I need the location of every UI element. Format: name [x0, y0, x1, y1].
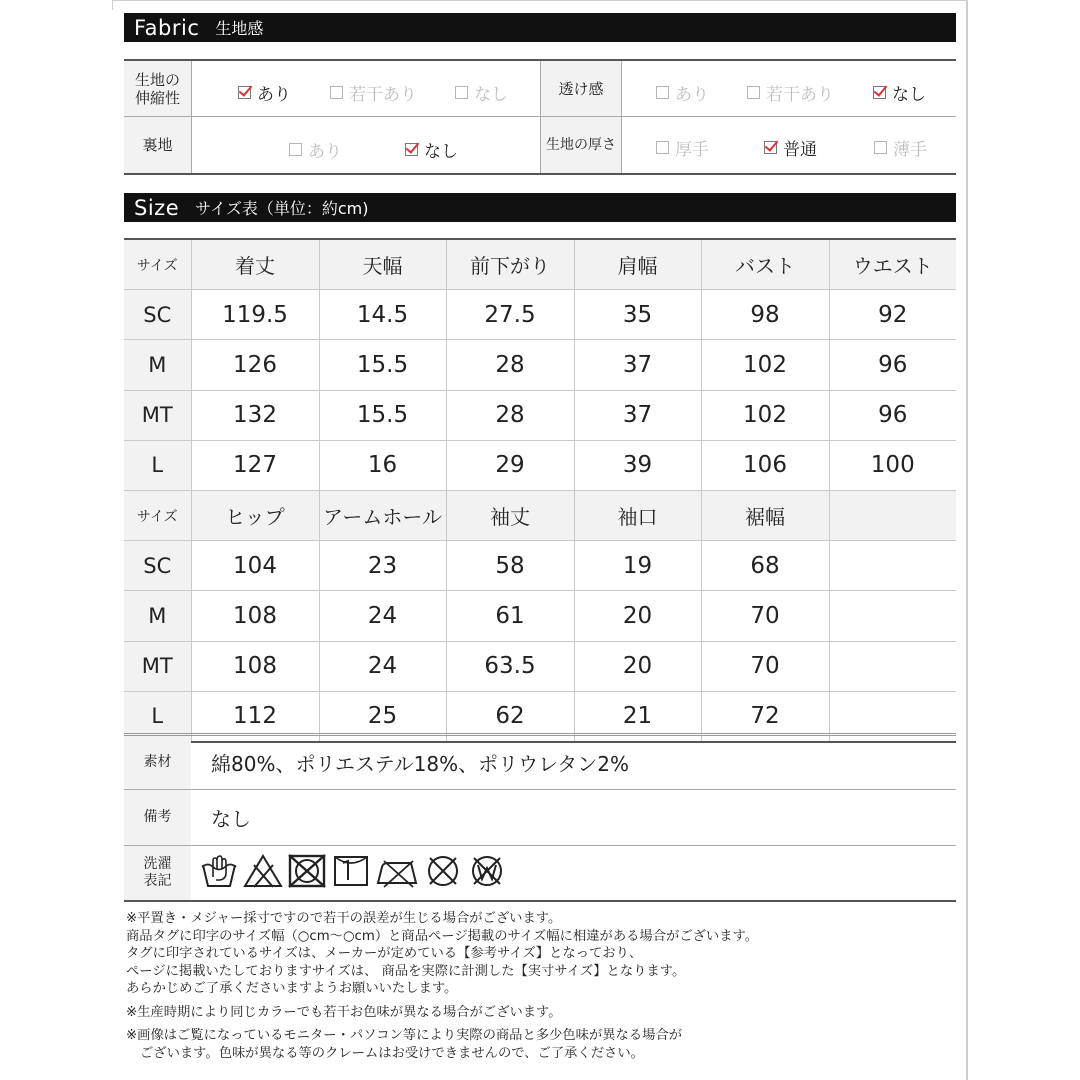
size-row-label: L [124, 691, 191, 742]
size-cell [829, 541, 956, 591]
stretch-option-yes [238, 80, 291, 105]
size-cell: 58 [446, 541, 574, 591]
size-cell: 68 [701, 541, 829, 591]
size-row-label: M [124, 591, 191, 641]
size-corner-label: サイズ [124, 490, 191, 540]
checkbox-checked-icon [238, 86, 251, 99]
size-header-cell [829, 490, 956, 540]
note-line: タグに印字されているサイズは、メーカーが定めている【参考サイズ】となっており、 [126, 946, 643, 961]
material-value: 綿80%、ポリエステル18%、ポリウレタン2% [211, 752, 630, 776]
size-row-label: MT [124, 641, 191, 691]
lining-option-no [405, 137, 458, 162]
size-row-label: M [124, 340, 191, 390]
fabric-title-en: Fabric [134, 15, 200, 40]
material-table [124, 733, 956, 902]
note-line: ※画像はご覧になっているモニター・パソコン等により実際の商品と多少色味が異なる場合が [126, 1028, 683, 1043]
size-row [124, 340, 956, 390]
size-cell: 100 [829, 440, 956, 490]
note-line: あらかじめご了承くださいますようお願いいたします。 [126, 981, 458, 996]
size-header-cell: ヒップ [191, 490, 319, 540]
size-cell: 37 [574, 340, 701, 390]
care-label-line1: 洗濯 [143, 856, 172, 872]
size-cell: 24 [319, 641, 446, 691]
note-line: ございます。色味が異なる等のクレームはお受けできませんので、ご了承ください。 [140, 1045, 644, 1061]
frame-top-border [112, 0, 968, 1]
remarks-label: 備考 [124, 790, 191, 845]
size-row [124, 591, 956, 641]
checkbox-checked-icon [405, 143, 418, 156]
stretch-label-line1: 生地の [134, 70, 180, 89]
size-header-cell: アームホール [319, 490, 446, 540]
lining-label: 裏地 [124, 117, 191, 173]
size-cell: 37 [574, 390, 701, 440]
remarks-row [124, 790, 956, 846]
size-cell: 19 [574, 541, 701, 591]
size-cell: 35 [574, 290, 701, 340]
size-row-label: SC [124, 541, 191, 591]
size-cell: 112 [191, 691, 319, 742]
size-row-label: MT [124, 390, 191, 440]
size-cell: 126 [191, 340, 319, 390]
stretch-option-no-label: なし [474, 85, 508, 105]
checkbox-icon [747, 86, 760, 99]
sheer-option-yes [656, 80, 709, 105]
size-row [124, 541, 956, 591]
note-line: ページに掲載いたしておりますサイズは、 商品を実際に計測した【実寸サイズ】となります。 [126, 963, 686, 979]
stretch-option-yes-label: あり [257, 85, 291, 105]
size-cell: 25 [319, 691, 446, 742]
note-line: 商品タグに印字のサイズ幅（○cm〜○cm）と商品ページ掲載のサイズ幅に相違がある場合がございます。 [126, 928, 759, 944]
size-cell: 63.5 [446, 641, 574, 691]
size-cell: 96 [829, 340, 956, 390]
size-header-cell: 天幅 [319, 239, 446, 290]
stretch-option-slight [330, 80, 417, 105]
thickness-option-normal [764, 135, 817, 160]
size-header-cell: 肩幅 [574, 239, 701, 290]
checkbox-checked-icon [764, 141, 777, 154]
stretch-label-line2: 伸縮性 [134, 88, 180, 107]
size-header-cell: 前下がり [446, 239, 574, 290]
size-cell: 29 [446, 440, 574, 490]
no-dry-clean-icon [423, 853, 463, 894]
material-label: 素材 [124, 736, 191, 789]
size-cell: 106 [701, 440, 829, 490]
size-cell [829, 641, 956, 691]
size-header-cell: バスト [701, 239, 829, 290]
size-cell [829, 591, 956, 641]
size-header-cell: ウエスト [829, 239, 956, 290]
lining-option-yes-label: あり [308, 142, 342, 162]
remarks-value: なし [211, 807, 251, 831]
care-label-line2: 表記 [143, 873, 172, 889]
size-cell: 15.5 [319, 390, 446, 440]
size-table [124, 238, 956, 743]
size-cell: 24 [319, 591, 446, 641]
size-cell: 102 [701, 390, 829, 440]
size-header-cell: 裾幅 [701, 490, 829, 540]
size-cell: 72 [701, 691, 829, 742]
size-cell: 104 [191, 541, 319, 591]
notes [126, 910, 966, 1062]
size-cell: 20 [574, 591, 701, 641]
size-header-cell: 袖丈 [446, 490, 574, 540]
checkbox-icon [656, 141, 669, 154]
size-row [124, 390, 956, 440]
size-title-jp: サイズ表（単位：約cm) [195, 199, 369, 218]
size-cell: 16 [319, 440, 446, 490]
size-cell: 20 [574, 641, 701, 691]
size-row [124, 440, 956, 490]
sheer-option-slight-label: 若干あり [766, 85, 834, 105]
sheer-option-yes-label: あり [675, 85, 709, 105]
size-cell: 102 [701, 340, 829, 390]
size-cell: 70 [701, 641, 829, 691]
no-wet-clean-icon [467, 853, 507, 894]
thickness-option-thick [656, 135, 709, 160]
size-header-cell: 袖口 [574, 490, 701, 540]
size-row [124, 290, 956, 340]
size-cell: 39 [574, 440, 701, 490]
checkbox-icon [656, 86, 669, 99]
material-row [124, 733, 956, 790]
line-dry-icon [331, 853, 371, 894]
checkbox-icon [455, 86, 468, 99]
note-line: ※生産時期により同じカラーでも若干お色味が異なる場合がございます。 [126, 1004, 562, 1020]
iron-icon [375, 853, 419, 894]
size-cell: 27.5 [446, 290, 574, 340]
size-cell: 21 [574, 691, 701, 742]
fabric-col-divider [621, 61, 622, 173]
fabric-table [124, 59, 956, 175]
fabric-section-header [124, 13, 956, 42]
size-header-cell: 着丈 [191, 239, 319, 290]
size-cell: 70 [701, 591, 829, 641]
size-cell: 28 [446, 340, 574, 390]
sheer-option-no [873, 80, 926, 105]
checkbox-icon [289, 143, 302, 156]
size-cell: 119.5 [191, 290, 319, 340]
size-cell: 28 [446, 390, 574, 440]
stretch-option-slight-label: 若干あり [349, 85, 417, 105]
care-icon-list [199, 853, 507, 894]
lining-option-no-label: なし [424, 142, 458, 162]
hand-wash-icon [199, 853, 239, 894]
size-row-label: L [124, 440, 191, 490]
size-cell: 132 [191, 390, 319, 440]
stretch-label [124, 61, 191, 116]
stretch-option-no [455, 80, 508, 105]
size-cell: 61 [446, 591, 574, 641]
size-cell: 108 [191, 591, 319, 641]
size-cell: 98 [701, 290, 829, 340]
size-corner-label: サイズ [124, 239, 191, 290]
fabric-title-jp: 生地感 [215, 19, 264, 38]
sheer-option-no-label: なし [892, 85, 926, 105]
care-label [124, 846, 191, 900]
sheer-option-slight [747, 80, 834, 105]
size-section-header [124, 193, 956, 222]
size-cell: 96 [829, 390, 956, 440]
checkbox-icon [874, 141, 887, 154]
size-header-row [124, 239, 956, 290]
size-cell: 14.5 [319, 290, 446, 340]
thickness-option-thin-label: 薄手 [893, 140, 927, 160]
size-header-row [124, 490, 956, 540]
frame-left-border [112, 0, 113, 10]
size-row [124, 641, 956, 691]
size-title-en: Size [134, 195, 180, 220]
size-row-label: SC [124, 290, 191, 340]
care-symbols [191, 846, 956, 900]
no-tumble-dry-icon [287, 853, 327, 894]
size-cell: 127 [191, 440, 319, 490]
care-row [124, 846, 956, 902]
thickness-option-normal-label: 普通 [783, 140, 817, 160]
size-cell: 62 [446, 691, 574, 742]
size-cell: 108 [191, 641, 319, 691]
thickness-option-thin [874, 135, 927, 160]
note-line: ※平置き・メジャー採寸ですので若干の誤差が生じる場合がございます。 [126, 911, 562, 926]
no-bleach-icon [243, 853, 283, 894]
size-cell: 92 [829, 290, 956, 340]
frame-right-border [966, 0, 968, 1080]
sheer-label: 透け感 [541, 61, 621, 116]
fabric-col-divider [191, 61, 192, 173]
size-cell: 23 [319, 541, 446, 591]
checkbox-icon [330, 86, 343, 99]
size-cell: 15.5 [319, 340, 446, 390]
thickness-label: 生地の厚さ [541, 117, 621, 173]
checkbox-checked-icon [873, 86, 886, 99]
thickness-option-thick-label: 厚手 [675, 140, 709, 160]
lining-option-yes [289, 137, 342, 162]
